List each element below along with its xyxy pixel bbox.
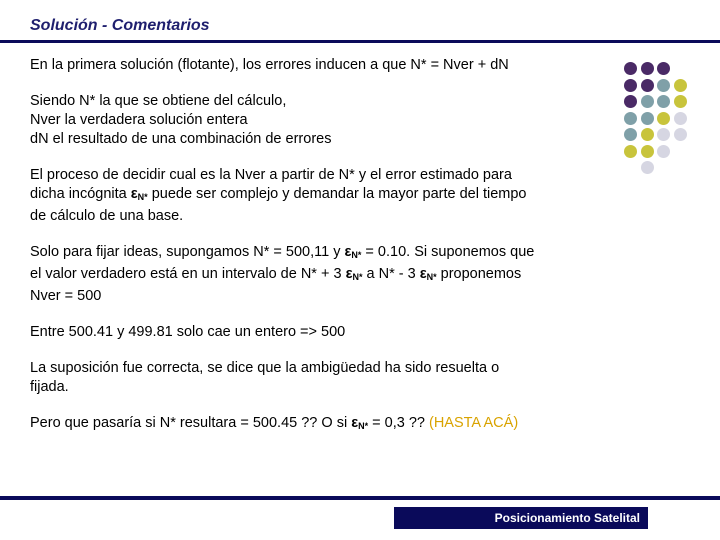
paragraph-4 bbox=[30, 243, 620, 306]
epsilon-subscript: N* bbox=[358, 421, 369, 431]
text-segment: = 0,3 ?? bbox=[368, 415, 429, 431]
decorative-dot bbox=[624, 79, 637, 92]
text-segment: = 0.10. Si suponemos que bbox=[361, 244, 535, 260]
decorative-dot bbox=[674, 79, 687, 92]
footer-divider bbox=[0, 496, 720, 500]
paragraph-3-line-1: El proceso de decidir cual es la Nver a partir de N* y el error estimado para bbox=[30, 167, 512, 183]
text-segment: a N* - 3 bbox=[362, 266, 420, 282]
decorative-dot bbox=[641, 95, 654, 108]
paragraph-3 bbox=[30, 166, 620, 226]
decorative-dot bbox=[624, 112, 637, 125]
epsilon-symbol: ε bbox=[419, 266, 427, 282]
paragraph-2-line-3: dN el resultado de una combinación de errores bbox=[30, 131, 332, 147]
decorative-dot bbox=[624, 145, 637, 158]
paragraph-4-line-3: Nver = 500 bbox=[30, 288, 102, 304]
decorative-dot bbox=[624, 128, 637, 141]
footer-label: Posicionamiento Satelital bbox=[394, 507, 648, 529]
text-segment: puede ser complejo y demandar la mayor parte del tiempo bbox=[147, 186, 527, 202]
epsilon-subscript: N* bbox=[351, 250, 362, 260]
epsilon-subscript: N* bbox=[426, 272, 437, 282]
paragraph-7 bbox=[30, 414, 620, 436]
epsilon-symbol: ε bbox=[345, 266, 353, 282]
decorative-dot bbox=[641, 128, 654, 141]
paragraph-6 bbox=[30, 359, 620, 397]
paragraph-4-line-2 bbox=[30, 265, 620, 287]
paragraph-7-line bbox=[30, 414, 620, 436]
paragraph-1-line: En la primera solución (flotante), los errores inducen a que N* = Nver + dN bbox=[30, 57, 509, 73]
decorative-dot bbox=[657, 128, 670, 141]
decorative-dot-grid bbox=[624, 62, 714, 182]
decorative-dot bbox=[674, 95, 687, 108]
slide-title: Solución - Comentarios bbox=[30, 17, 210, 34]
slide-body bbox=[30, 56, 620, 453]
decorative-dot bbox=[641, 161, 654, 174]
text-segment: dicha incógnita bbox=[30, 186, 131, 202]
paragraph-3-line-3: de cálculo de una base. bbox=[30, 208, 184, 224]
decorative-dot bbox=[641, 145, 654, 158]
text-segment: el valor verdadero está en un intervalo de N* + 3 bbox=[30, 266, 346, 282]
decorative-dot bbox=[674, 128, 687, 141]
text-segment: proponemos bbox=[436, 266, 522, 282]
decorative-dot bbox=[657, 95, 670, 108]
decorative-dot bbox=[641, 62, 654, 75]
paragraph-2-line-2: Nver la verdadera solución entera bbox=[30, 112, 248, 128]
decorative-dot bbox=[657, 112, 670, 125]
decorative-dot bbox=[674, 112, 687, 125]
decorative-dot bbox=[641, 112, 654, 125]
decorative-dot bbox=[657, 79, 670, 92]
paragraph-4-line-1 bbox=[30, 243, 620, 265]
epsilon-symbol: ε bbox=[130, 186, 138, 202]
text-segment: Solo para fijar ideas, supongamos N* = 500,11 y bbox=[30, 244, 345, 260]
decorative-dot bbox=[624, 95, 637, 108]
paragraph-5-line: Entre 500.41 y 499.81 solo cae un entero => 500 bbox=[30, 324, 346, 340]
highlight-note: (HASTA ACÁ) bbox=[428, 415, 519, 431]
decorative-dot bbox=[624, 62, 637, 75]
decorative-dot bbox=[657, 145, 670, 158]
paragraph-5 bbox=[30, 323, 620, 342]
paragraph-6-line-2: fijada. bbox=[30, 379, 69, 395]
title-divider bbox=[0, 40, 720, 43]
paragraph-1 bbox=[30, 56, 620, 75]
epsilon-subscript: N* bbox=[352, 272, 363, 282]
text-segment: Pero que pasaría si N* resultara = 500.45 ?? O si bbox=[30, 415, 352, 431]
paragraph-3-line-2 bbox=[30, 185, 620, 207]
decorative-dot bbox=[657, 62, 670, 75]
epsilon-subscript: N* bbox=[137, 192, 148, 202]
epsilon-symbol: ε bbox=[351, 415, 359, 431]
paragraph-2 bbox=[30, 92, 620, 149]
epsilon-symbol: ε bbox=[344, 244, 352, 260]
paragraph-2-line-1: Siendo N* la que se obtiene del cálculo, bbox=[30, 93, 287, 109]
paragraph-6-line-1: La suposición fue correcta, se dice que la ambigüedad ha sido resuelta o bbox=[30, 360, 500, 376]
decorative-dot bbox=[641, 79, 654, 92]
